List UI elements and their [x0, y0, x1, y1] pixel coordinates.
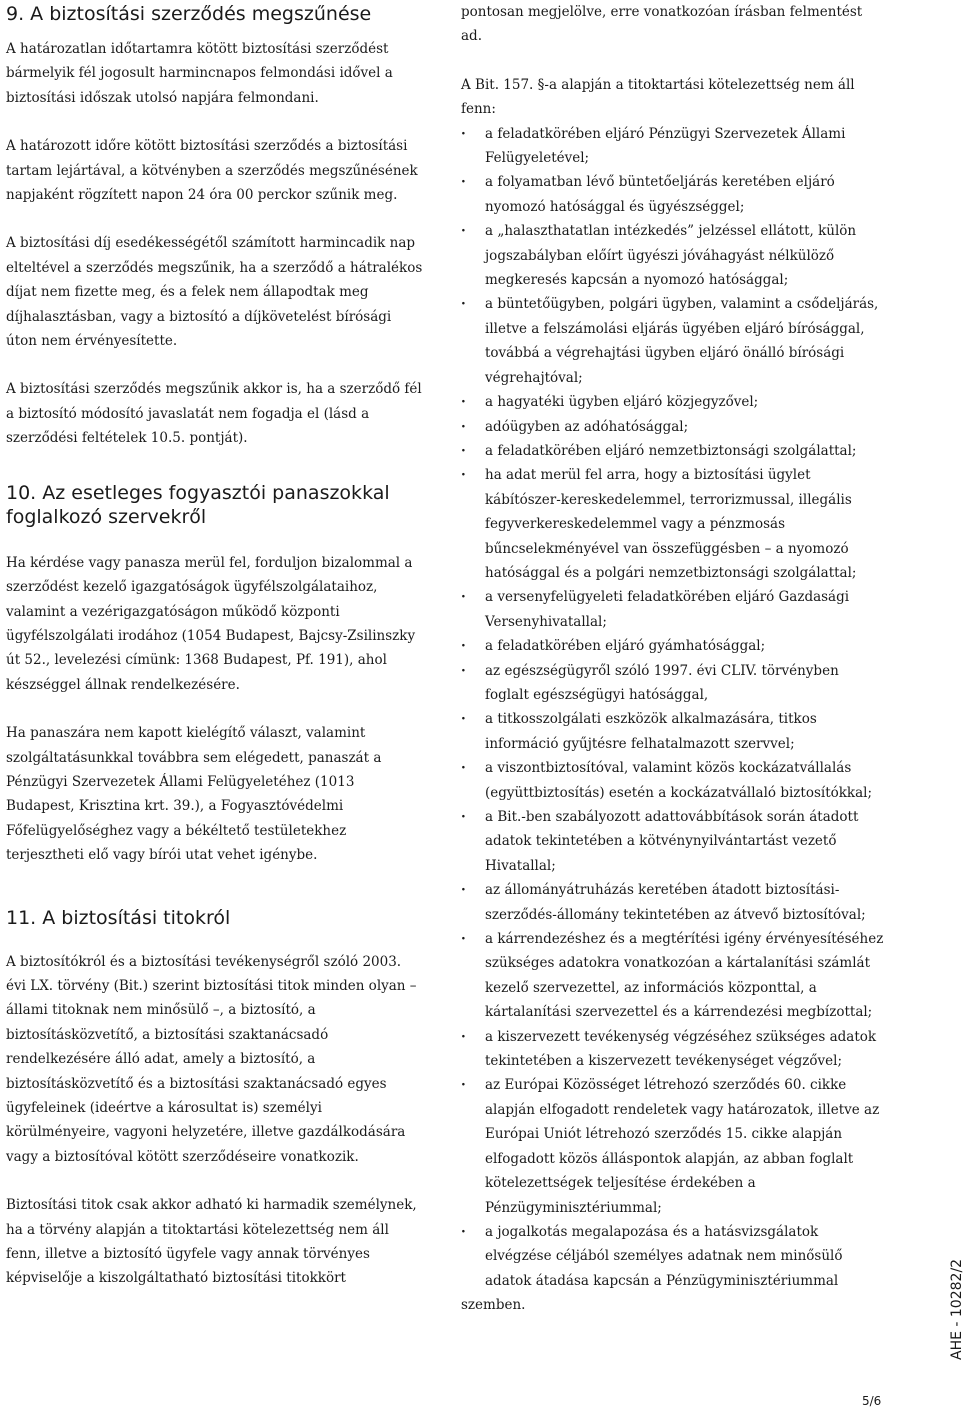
list-item: · a titkosszolgálati eszközök alkalmazására, titkos információ gyűjtésre felhatalmazott szervvel; — [461, 707, 886, 756]
continued-paragraph: pontosan megjelölve, erre vonatkozóan írásban felmentést ad. — [461, 4, 863, 45]
section-10-paragraph-2: Ha panaszára nem kapott kielégítő választ, valamint szolgáltatásunkkal továbbra sem elégedett, panaszát a Pénzügyi Szervezetek Állami Felügyeletéhez (1013 Budapest, Krisztina krt. 39.), a Fogyasztóvédelmi Főfelügyelőséghez vagy a békéltető testületekhez terjesztheti elő vagy bírói utat vehet igénybe. — [6, 725, 382, 864]
list-item: · a feladatkörében eljáró nemzetbiztonsági szolgálattal; — [461, 439, 886, 463]
list-item: · a feladatkörében eljáró gyámhatósággal; — [461, 634, 886, 658]
page-number: 5/6 — [862, 1394, 882, 1408]
section-10-paragraph-1: Ha kérdése vagy panasza merül fel, forduljon bizalommal a szerződést kezelő igazgatóságok ügyfélszolgálataihoz, valamint a vezérigazgatóságon működő központi ügyfélszolgálati irodához (1054 Budapest, Bajcsy-Zsilinszky út 52., levelezési címünk: 1368 Budapest, Pf. 191), ahol készséggel állnak rendelkezésére. — [6, 554, 416, 693]
document-id: AHE - 10282/2 — [949, 1258, 965, 1360]
exceptions-list — [461, 122, 886, 1294]
list-item: · a versenyfelügyeleti feladatkörében eljáró Gazdasági Versenyhivatallal; — [461, 585, 886, 634]
list-item: · az állományátruházás keretében átadott biztosítási-szerződés-állomány tekintetében az átvevő biztosítóval; — [461, 878, 886, 927]
closing-text: szemben. — [461, 1297, 526, 1314]
section-9-paragraph-1: A határozatlan időtartamra kötött biztosítási szerződést bármelyik fél jogosult harmincnapos felmondási idővel a biztosítási időszak utolsó napjára felmondani. — [6, 41, 393, 106]
list-item: · a hagyatéki ügyben eljáró közjegyzővel; — [461, 390, 886, 414]
list-item: · az Európai Közösséget létrehozó szerződés 60. cikke alapján elfogadott rendeletek vagy határozatok, illetve az Európai Uniót létrehozó szerződés 15. cikke alapján elfogadott közös álláspontok alapján, az abban foglalt kötelezettségek teljesítése érdekében a Pénzügyminisztériummal; — [461, 1073, 886, 1219]
exceptions-intro: A Bit. 157. §-a alapján a titoktartási kötelezettség nem áll fenn: — [461, 76, 855, 118]
list-item: · a kárrendezéshez és a megtérítési igény érvényesítéséhez szükséges adatokra vonatkozóan a kártalanítási számlát kezelő szervezettel, az információs központtal, a kártalanítási szervezettel és a kárrendezési megbízottal; — [461, 927, 886, 1025]
list-item: · a Bit.-ben szabályozott adattovábbítások során átadott adatok tekintetében a kötvénynyilvántartást vezető Hivatallal; — [461, 805, 886, 878]
list-item: · az egészségügyről szóló 1997. évi CLIV. törvényben foglalt egészségügyi hatósággal, — [461, 659, 886, 708]
list-item: · ha adat merül fel arra, hogy a biztosítási ügylet kábítószer-kereskedelemmel, terrorizmussal, illegális fegyverkereskedelemmel vagy a pénzmosás bűncselekményével van összefüggésben – a nyomozó hatósággal és a polgári nemzetbiztonsági szolgálattal; — [461, 463, 886, 585]
list-item: · a büntetőügyben, polgári ügyben, valamint a csődeljárás, illetve a felszámolási eljárás ügyében eljáró bírósággal, továbbá a végrehajtási ügyben eljáró önálló bírósági végrehajtóval; — [461, 292, 886, 390]
list-item: · a „halaszthatatlan intézkedés” jelzéssel ellátott, külön jogszabályban előírt ügyészi jóváhagyást nélkülöző megkeresés kapcsán a nyomozó hatósággal; — [461, 219, 886, 292]
list-item: · a kiszervezett tevékenység végzéséhez szükséges adatok tekintetében a kiszervezett tevékenységet végzővel; — [461, 1025, 886, 1074]
section-11-paragraph-1: A biztosítókról és a biztosítási tevékenységről szóló 2003. évi LX. törvény (Bit.) szerint biztosítási titok minden olyan – állami titoknak nem minősülő –, a biztosító, a biztosításközvetítő, a biztosítási szaktanácsadó rendelkezésére álló adat, amely a biztosító, a biztosításközvetítő és a biztosítási szaktanácsadó egyes ügyfeleinek (ideértve a károsultat is) személyi körülményeire, vagyoni helyzetére, illetve gazdálkodására vagy a biztosítóval kötött szerződéseire vonatkozik. — [6, 953, 417, 1165]
list-item: · a jogalkotás megalapozása és a hatásvizsgálatok elvégzése céljából személyes adatnak nem minősülő adatok átadása kapcsán a Pénzügyminisztériummal — [461, 1220, 886, 1293]
section-9-paragraph-4: A biztosítási szerződés megszűnik akkor is, ha a szerződő fél a biztosító módosító javaslatát nem fogadja el (lásd a szerződési feltételek 10.5. pontját). — [6, 381, 422, 447]
section-9-title: 9. A biztosítási szerződés megszűnése — [6, 3, 372, 25]
section-11-title: 11. A biztosítási titokról — [6, 906, 231, 929]
list-item: · a viszontbiztosítóval, valamint közös kockázatvállalás (együttbiztosítás) esetén a kockázatvállaló biztosítókkal; — [461, 756, 886, 805]
list-item: · a feladatkörében eljáró Pénzügyi Szervezetek Állami Felügyeletével; — [461, 122, 886, 171]
section-9-paragraph-3: A biztosítási díj esedékességétől számított harmincadik nap elteltével a szerződés megszűnik, ha a szerződő a hátralékos díjat nem fizette meg, és a felek nem állapodtak meg díjhalasztásban, vagy a biztosító a díjkövetelést bírósági úton nem érvényesítette. — [6, 235, 423, 350]
section-10-title: 10. Az esetleges fogyasztói panaszokkal foglalkozó szervekről — [6, 481, 390, 528]
right-column — [461, 0, 886, 1318]
section-9-paragraph-2: A határozott időre kötött biztosítási szerződés a biztosítási tartam lejártával, a kötvényben a szerződés megszűnésének napjaként rögzített napon 24 óra 00 perckor szűnik meg. — [6, 138, 418, 204]
list-item: · adóügyben az adóhatósággal; — [461, 415, 886, 439]
list-item: · a folyamatban lévő büntetőeljárás keretében eljáró nyomozó hatósággal és ügyészséggel; — [461, 170, 886, 219]
section-11-paragraph-2: Biztosítási titok csak akkor adható ki harmadik személynek, ha a törvény alapján a titoktartási kötelezettség nem áll fenn, illetve a biztosító ügyfele vagy annak törvényes képviselője a kiszolgáltatható biztosítási titokkört — [6, 1197, 417, 1287]
left-column — [6, 0, 424, 1291]
